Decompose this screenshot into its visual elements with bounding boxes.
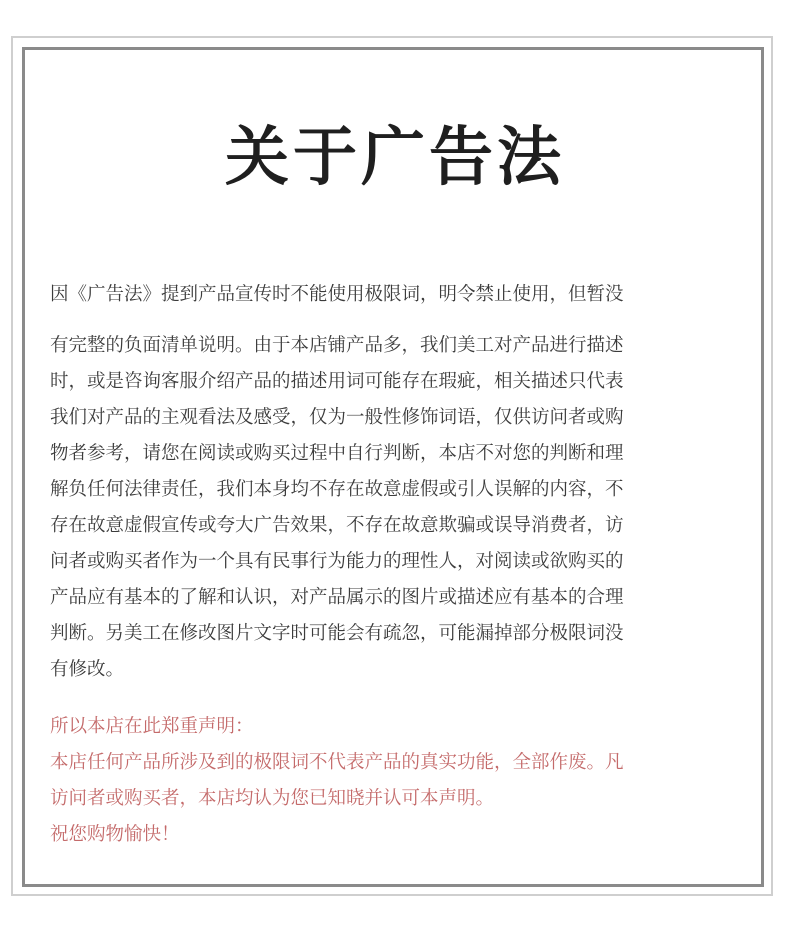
paragraph-line: 产品应有基本的了解和认识，对产品属示的图片或描述应有基本的合理 [50,587,624,608]
paragraph-line: 存在故意虚假宣传或夸大广告效果，不存在故意欺骗或误导消费者，访 [50,515,624,536]
paragraph-line: 物者参考，请您在阅读或购买过程中自行判断，本店不对您的判断和理 [50,443,624,464]
paragraph-line: 解负任何法律责任，我们本身均不存在故意虚假或引人误解的内容，不 [50,479,624,500]
paragraph-line: 因《广告法》提到产品宣传时不能使用极限词，明令禁止使用，但暂没 [50,284,624,305]
declaration-line: 访问者或购买者，本店均认为您已知晓并认可本声明。 [50,788,495,809]
declaration-heading: 所以本店在此郑重声明： [50,716,254,737]
paragraph-line: 时，或是咨询客服介绍产品的描述用词可能存在瑕疵，相关描述只代表 [50,371,624,392]
paragraph-line: 我们对产品的主观看法及感受，仅为一般性修饰词语，仅供访问者或购 [50,407,624,428]
closing-line: 祝您购物愉快！ [50,824,180,845]
paragraph-line: 有修改。 [50,659,125,680]
paragraph-line: 问者或购买者作为一个具有民事行为能力的理性人，对阅读或欲购买的 [50,551,624,572]
page-title: 关于广告法 [225,121,565,195]
paragraph-line: 判断。另美工在修改图片文字时可能会有疏忽，可能漏掉部分极限词没 [50,623,624,644]
paragraph-line: 有完整的负面清单说明。由于本店铺产品多，我们美工对产品进行描述 [50,335,624,356]
declaration-line: 本店任何产品所涉及到的极限词不代表产品的真实功能，全部作废。凡 [50,752,624,773]
